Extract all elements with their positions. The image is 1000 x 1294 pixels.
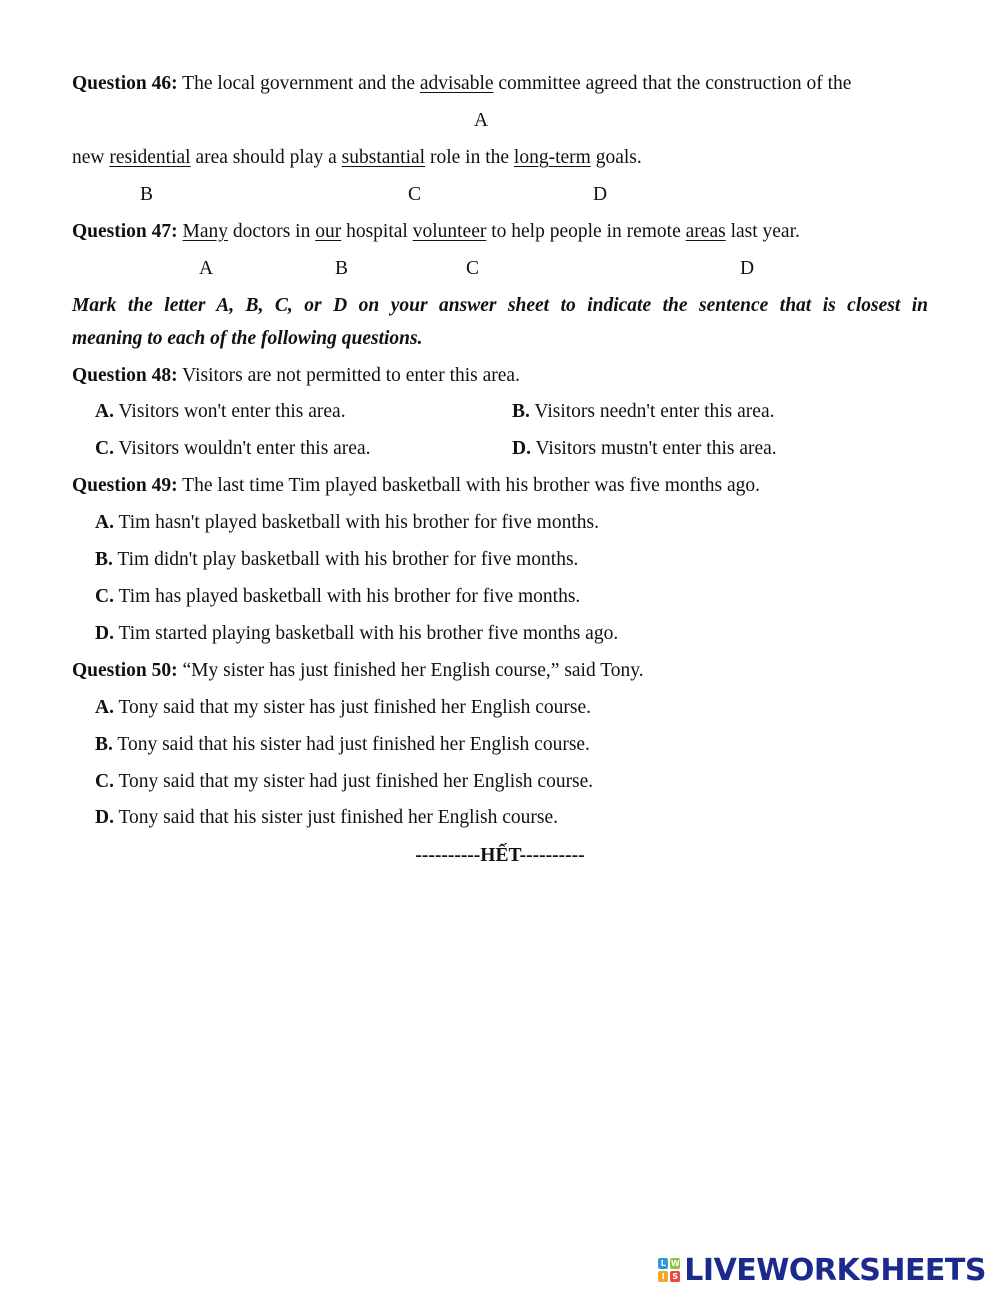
q48-option-d[interactable]: D. Visitors mustn't enter this area. [512, 438, 777, 459]
q49-stem: Question 49: The last time Tim played basketball with his brother was five months ago. [72, 475, 761, 496]
logo-tile: W [670, 1259, 680, 1268]
q48-option-a[interactable]: A. Visitors won't enter this area. [95, 401, 346, 422]
logo-tile: I [658, 1271, 668, 1282]
q47-marker-c: C [466, 258, 480, 279]
q46-underline-c: substantial [341, 147, 426, 168]
q49-label: Question 49: [72, 475, 178, 496]
q46-marker-b: B [140, 184, 154, 205]
instruction-line-1: Mark the letter A, B, C, or D on your answer sheet to indicate the sentence that is closest in [72, 295, 928, 316]
logo-tile: S [670, 1271, 680, 1282]
q48-stem: Question 48: Visitors are not permitted to enter this area. [72, 365, 520, 386]
q47-marker-a: A [199, 258, 214, 279]
q46-underline-d: long-term [513, 147, 591, 168]
q46-marker-a: A [474, 110, 489, 131]
q48-option-b[interactable]: B. Visitors needn't enter this area. [512, 401, 775, 422]
q49-option-c[interactable]: C. Tim has played basketball with his brother for five months. [95, 586, 581, 607]
q46-marker-d: D [593, 184, 608, 205]
q47-label: Question 47: [72, 221, 178, 242]
q46-underline-a: advisable [419, 73, 494, 94]
liveworksheets-logo-icon [658, 1258, 680, 1282]
q47-underline-b: our [315, 221, 342, 242]
liveworksheets-brand[interactable] [658, 1253, 986, 1287]
q47-underline-c: volunteer [412, 221, 487, 242]
q46-underline-b: residential [109, 147, 191, 168]
end-marker: ----------HẾT---------- [415, 845, 585, 866]
q46-line-1: Question 46: The local government and the advisable committee agreed that the construction of the [72, 73, 852, 94]
instruction-line-2: meaning to each of the following questions. [72, 328, 423, 349]
brand-name: LIVEWORKSHEETS [684, 1252, 986, 1288]
q46-marker-c: C [408, 184, 422, 205]
q50-label: Question 50: [72, 660, 178, 681]
q49-option-a[interactable]: A. Tim hasn't played basketball with his brother for five months. [95, 512, 599, 533]
q50-option-a[interactable]: A. Tony said that my sister has just finished her English course. [95, 697, 592, 718]
q47-underline-a: Many [182, 221, 229, 242]
q47-marker-d: D [740, 258, 755, 279]
q50-option-c[interactable]: C. Tony said that my sister had just finished her English course. [95, 771, 594, 792]
q48-option-c[interactable]: C. Visitors wouldn't enter this area. [95, 438, 371, 459]
q50-option-b[interactable]: B. Tony said that his sister had just finished her English course. [95, 734, 590, 755]
q46-line-2: new residential area should play a substantial role in the long-term goals. [72, 147, 642, 168]
q47-line: Question 47: Many doctors in our hospital volunteer to help people in remote areas last year. [72, 221, 800, 242]
logo-tile: L [658, 1258, 668, 1269]
q46-label: Question 46: [72, 73, 178, 94]
q48-label: Question 48: [72, 365, 178, 386]
q50-stem: Question 50: “My sister has just finished her English course,” said Tony. [72, 660, 644, 681]
q49-option-d[interactable]: D. Tim started playing basketball with his brother five months ago. [95, 623, 619, 644]
q50-option-d[interactable]: D. Tony said that his sister just finished her English course. [95, 807, 558, 828]
q47-underline-d: areas [685, 221, 726, 242]
q47-marker-b: B [335, 258, 349, 279]
q49-option-b[interactable]: B. Tim didn't play basketball with his brother for five months. [95, 549, 579, 570]
